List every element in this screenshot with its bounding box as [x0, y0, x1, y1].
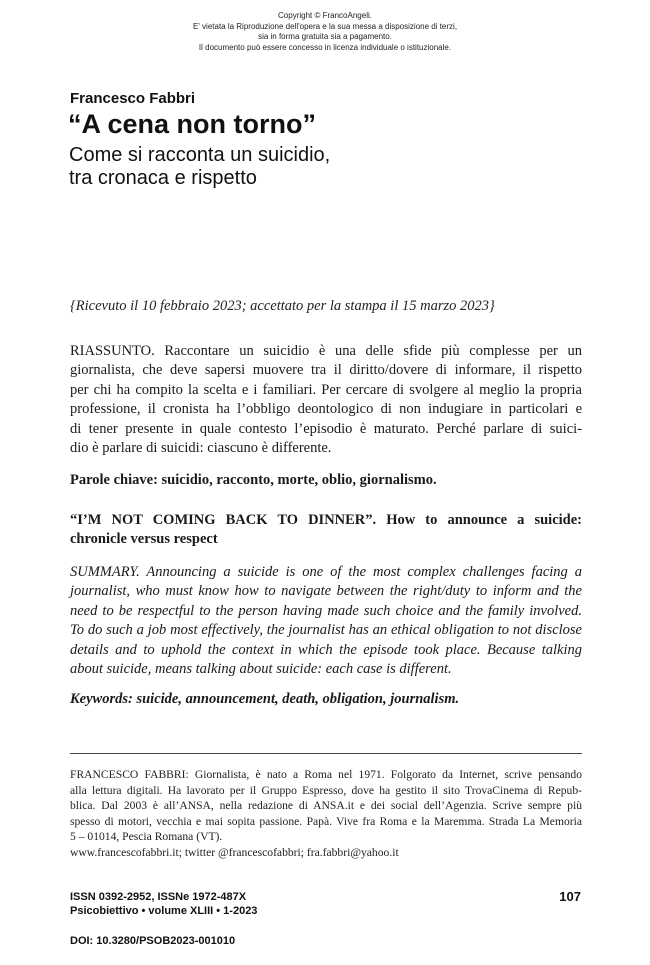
bio-contacts: www.francescofabbri.it; twitter @francescofabbri; fra.fabbri@yahoo.it: [70, 845, 399, 859]
page-number: 107: [559, 889, 581, 904]
issn-line: ISSN 0392-2952, ISSNe 1972-487X: [70, 891, 247, 903]
article-author: Francesco Fabbri: [70, 90, 196, 107]
summary-line: need to be respectful to the person having made such choice and the family involved.: [70, 602, 582, 619]
bio-line: FRANCESCO FABBRI: Giornalista, è nato a Roma nel 1971. Folgorato da Internet, scrive pensando: [70, 768, 582, 781]
footnote-divider: [70, 753, 582, 754]
bio-line: blica. Dal 2003 è all’ANSA, nella redazione di ANSA.it e dei social dell’Agenzia. Scrive sempre più: [70, 799, 582, 813]
summary-line: details and to uphold the context in which the episode took place. Because talking: [70, 641, 582, 658]
bio-line: spesso di motori, vecchia e mai sopita passione. Papà. Vive fra Roma e la Maremma. Strada La Memoria: [70, 814, 582, 828]
keywords-english: Keywords: suicide, announcement, death, obligation, journalism.: [70, 691, 460, 707]
copyright-line: Il documento può essere concesso in licenza individuale o istituzionale.: [198, 42, 452, 52]
subtitle-line: tra cronaca e rispetto: [69, 167, 257, 189]
summary-line: about suicide, means talking about suicide: each case is different.: [70, 661, 452, 678]
abstract-line: di tener presente in quale contesto l’episodio è maturato. Perché parlare di suici-: [70, 420, 582, 437]
received-dates: {Ricevuto il 10 febbraio 2023; accettato per la stampa il 15 marzo 2023}: [70, 298, 495, 314]
journal-volume-line: Psicobiettivo • volume XLIII • 1-2023: [70, 905, 258, 917]
abstract-line: RIASSUNTO. Raccontare un suicidio è una delle sfide più complesse per un: [70, 343, 582, 359]
english-title-line: “I’M NOT COMING BACK TO DINNER”. How to announce a suicide:: [70, 512, 582, 528]
abstract-line: dio è parlare di suicidi: ciascuno è differente.: [70, 440, 332, 457]
copyright-notice: [0, 11, 650, 53]
summary-english: [70, 563, 582, 679]
article-title: “A cena non torno”: [68, 109, 316, 139]
copyright-line: Copyright © FrancoAngeli.: [278, 11, 372, 20]
summary-line: SUMMARY. Announcing a suicide is one of the most complex challenges facing a: [70, 564, 582, 580]
abstract-line: giornalista, che deve sapersi muovere tra il diritto/dovere di informare, il rispetto: [70, 362, 582, 379]
doi-line: DOI: 10.3280/PSOB2023-001010: [70, 935, 236, 947]
bio-line: alla lettura digitali. Ha lavorato per il Gruppo Espresso, dove ha gestito il sito TrovaCinema di Repub-: [70, 783, 582, 797]
abstract-italian: [70, 342, 582, 458]
copyright-line: E' vietata la Riproduzione dell'opera e la sua messa a disposizione di terzi,: [192, 21, 458, 31]
summary-line: journalist, who must know how to navigate between the right/duty to inform and the: [70, 583, 582, 600]
english-title-line: chronicle versus respect: [70, 530, 218, 547]
summary-line: To do such a job most effectively, the journalist has an ethical obligation to not disclose: [70, 622, 582, 639]
article-subtitle: [69, 144, 330, 190]
abstract-line: professione, il cronista ha l’obbligo deontologico di non indugiare in particolari e: [70, 401, 582, 418]
author-bio-footnote: [70, 767, 582, 861]
bio-line: 5 – 01014, Pescia Romana (VT).: [70, 830, 223, 844]
english-title: [70, 511, 582, 548]
abstract-line: per chi ha compito la scelta e i familiari. Per cercare di svolgere al meglio la propria: [70, 381, 582, 398]
subtitle-line: Come si racconta un suicidio,: [69, 144, 331, 166]
copyright-line: sia in forma gratuita sia a pagamento.: [258, 32, 392, 41]
keywords-italian: Parole chiave: suicidio, racconto, morte, oblio, giornalismo.: [70, 472, 437, 488]
